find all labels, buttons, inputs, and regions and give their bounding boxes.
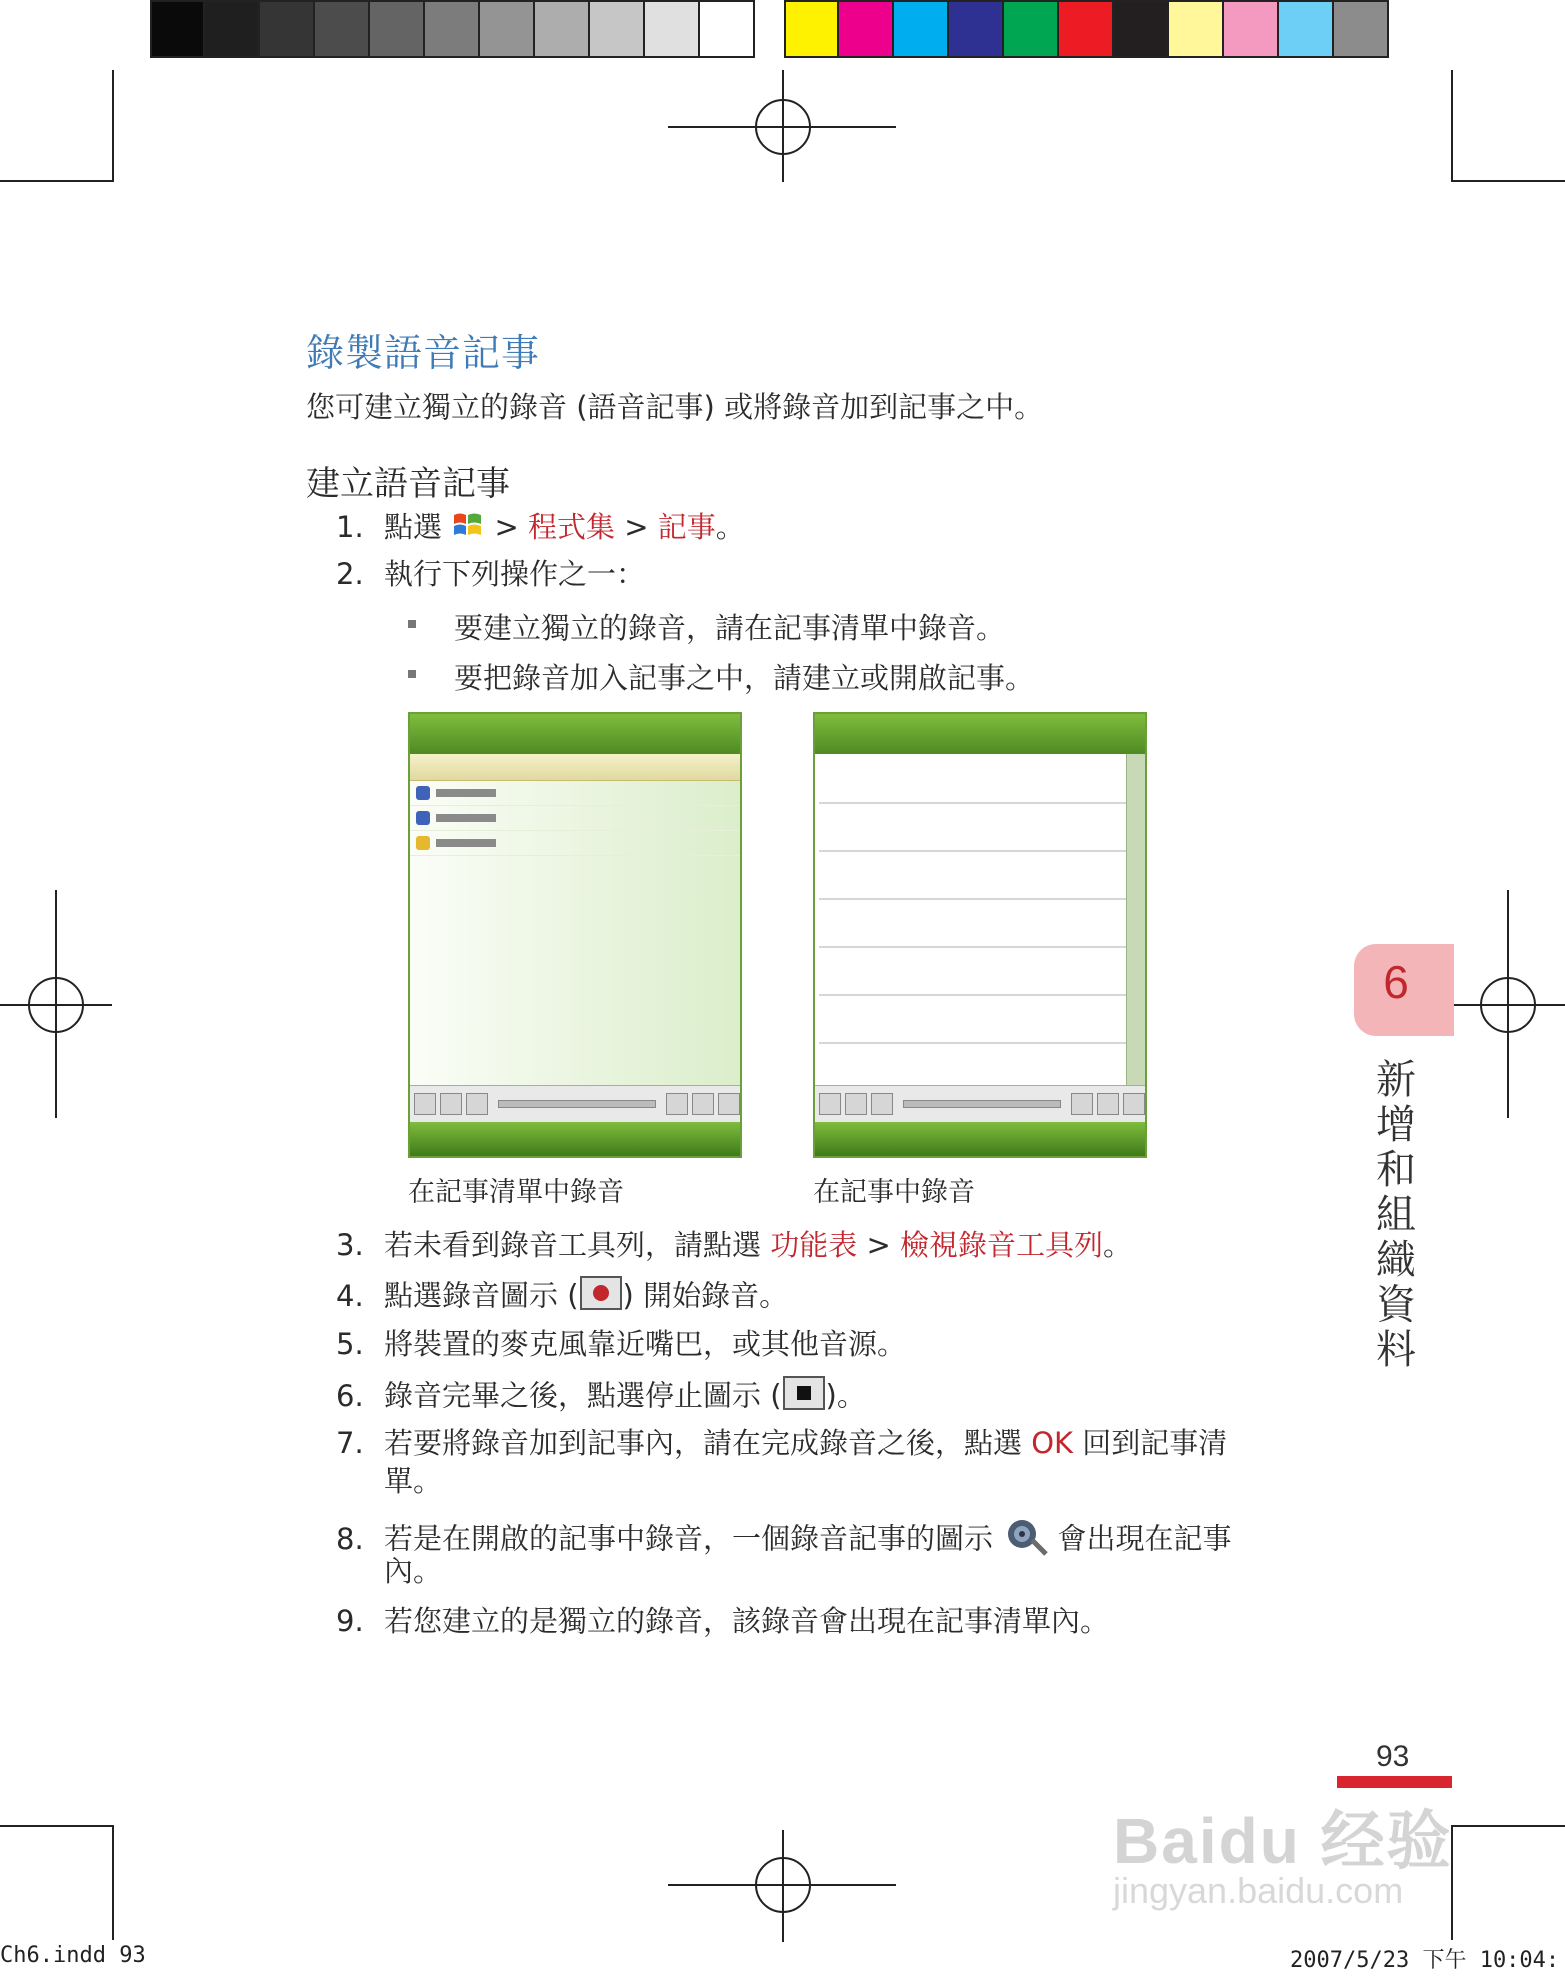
step-text: 。: [715, 510, 745, 544]
step-9: [336, 1602, 1109, 1640]
color-swatch: [1114, 0, 1169, 58]
step-text: 錄音完畢之後，點選停止圖示 (: [384, 1378, 782, 1413]
watermark-url: jingyan.baidu.com: [1113, 1870, 1404, 1911]
list-item: [410, 831, 740, 856]
ruled-line: [819, 802, 1127, 804]
grayscale-calibration-bar: [150, 0, 755, 58]
recording-toolbar: [815, 1085, 1145, 1122]
crop-mark: [1451, 180, 1565, 182]
color-swatch: [645, 0, 700, 58]
step-text: 。: [1103, 1228, 1133, 1262]
ruled-line: [819, 946, 1127, 948]
list-item: [410, 806, 740, 831]
step-number: 3.: [336, 1228, 364, 1262]
ruled-line: [819, 994, 1127, 996]
toolbar-button: [1071, 1093, 1093, 1115]
step-number: 8.: [336, 1521, 364, 1556]
voice-note-icon: [1002, 1514, 1048, 1567]
caption-right: 在記事中錄音: [813, 1177, 975, 1208]
color-swatch: [784, 0, 839, 58]
color-swatch: [535, 0, 590, 58]
step-text: 會出現在記事: [1057, 1521, 1232, 1556]
device-title-bar: [410, 714, 740, 754]
step-text: ) 開始錄音。: [622, 1278, 789, 1313]
chapter-number: 6: [1383, 956, 1409, 1008]
step-text: 點選: [384, 510, 443, 544]
toolbar-button: [666, 1093, 688, 1115]
step-number: 4.: [336, 1278, 364, 1313]
softkey-bar: [815, 1122, 1145, 1156]
page-number: 93: [1376, 1740, 1410, 1773]
color-swatch: [480, 0, 535, 58]
registration-mark-circle: [28, 977, 84, 1033]
list-header: [410, 754, 740, 781]
list-item-label: [436, 839, 496, 847]
step-text: 執行下列操作之一：: [384, 557, 646, 591]
toolbar-button: [718, 1093, 740, 1115]
crop-mark: [1451, 1825, 1565, 1827]
color-swatch: [1279, 0, 1334, 58]
slug-file-info: Ch6.indd 93: [0, 1943, 146, 1968]
registration-mark-circle: [755, 1857, 811, 1913]
section-intro: 您可建立獨立的錄音 (語音記事) 或將錄音加到記事之中。: [306, 390, 1044, 424]
step-text: 若未看到錄音工具列，請點選: [384, 1228, 762, 1262]
step-text: 若要將錄音加到記事內，請在完成錄音之後，點選: [384, 1426, 1023, 1460]
note-screenshot: [813, 712, 1147, 1158]
color-swatch: [839, 0, 894, 58]
step-7: [336, 1424, 1326, 1462]
stop-icon: [440, 1093, 462, 1115]
play-icon: [466, 1093, 488, 1115]
toolbar-button: [1097, 1093, 1119, 1115]
step-text: 內。: [384, 1554, 443, 1588]
step-separator: >: [494, 510, 519, 544]
crop-mark: [1451, 70, 1453, 182]
color-swatch: [700, 0, 755, 58]
voice-note-icon: [416, 811, 430, 825]
bullet-text: 要建立獨立的錄音，請在記事清單中錄音。: [454, 611, 1006, 645]
step-8: [336, 1514, 1231, 1567]
crop-mark: [0, 1825, 112, 1827]
step-7-continued: [336, 1462, 442, 1500]
step-number: 7.: [336, 1426, 364, 1460]
list-item: [410, 781, 740, 806]
color-calibration-bar: [784, 0, 1389, 58]
caption-left: 在記事清單中錄音: [408, 1177, 624, 1208]
watermark-logo: Baidu 经验: [1113, 1805, 1453, 1877]
volume-slider: [903, 1100, 1061, 1108]
color-swatch: [894, 0, 949, 58]
color-swatch: [1169, 0, 1224, 58]
bullet-item: [408, 606, 1005, 647]
ruled-line: [819, 898, 1127, 900]
stop-icon: [845, 1093, 867, 1115]
step-number: 1.: [336, 510, 364, 544]
crop-mark: [112, 70, 114, 182]
step-6: [336, 1375, 866, 1420]
note-icon: [416, 836, 430, 850]
bullet-marker: [408, 670, 416, 678]
chapter-title: 新增和組織資料: [1376, 1057, 1416, 1373]
step-2: [336, 555, 645, 593]
step-1: [336, 508, 745, 550]
recording-toolbar: [410, 1085, 740, 1122]
volume-slider: [498, 1100, 656, 1108]
record-icon: [819, 1093, 841, 1115]
step-text: 點選錄音圖示 (: [384, 1278, 579, 1313]
stop-icon: [782, 1375, 826, 1420]
step-4: [336, 1275, 788, 1320]
notes-list-screenshot: [408, 712, 742, 1158]
step-number: 5.: [336, 1327, 364, 1361]
toolbar-button: [692, 1093, 714, 1115]
step-number: 6.: [336, 1378, 364, 1413]
record-icon: [414, 1093, 436, 1115]
bullet-item: [408, 656, 1034, 697]
subsection-title: 建立語音記事: [306, 464, 510, 504]
step-3: [336, 1226, 1132, 1264]
step-text: 若是在開啟的記事中錄音，一個錄音記事的圖示: [384, 1521, 994, 1556]
notes-list: [410, 754, 740, 1086]
color-swatch: [1224, 0, 1279, 58]
color-swatch: [1334, 0, 1389, 58]
color-swatch: [150, 0, 205, 58]
list-item-label: [436, 789, 496, 797]
crop-mark: [112, 1825, 114, 1940]
view-recording-toolbar-link[interactable]: 檢視錄音工具列: [900, 1228, 1104, 1262]
step-text: 回到記事清: [1082, 1426, 1228, 1460]
color-swatch: [315, 0, 370, 58]
softkey-bar: [410, 1122, 740, 1156]
color-swatch: [260, 0, 315, 58]
play-icon: [871, 1093, 893, 1115]
step-8-continued: [336, 1552, 442, 1590]
page-number-bar: [1337, 1776, 1452, 1788]
step-text: 將裝置的麥克風靠近嘴巴，或其他音源。: [384, 1327, 907, 1361]
color-swatch: [370, 0, 425, 58]
list-item-label: [436, 814, 496, 822]
step-5: [336, 1325, 906, 1363]
step-text: 單。: [384, 1464, 443, 1498]
device-title-bar: [815, 714, 1145, 754]
programs-link[interactable]: 程式集: [527, 510, 615, 544]
section-title: 錄製語音記事: [306, 331, 541, 375]
bullet-marker: [408, 620, 416, 628]
menu-link[interactable]: 功能表: [770, 1228, 858, 1262]
ruled-line: [819, 1042, 1127, 1044]
step-separator: >: [624, 510, 649, 544]
windows-start-icon: [451, 509, 485, 550]
registration-mark-circle: [755, 99, 811, 155]
voice-note-icon: [416, 786, 430, 800]
ok-link[interactable]: OK: [1031, 1426, 1074, 1460]
color-swatch: [425, 0, 480, 58]
notes-link[interactable]: 記事: [657, 510, 716, 544]
color-swatch: [1059, 0, 1114, 58]
ruled-line: [819, 850, 1127, 852]
note-body: [815, 754, 1127, 1086]
color-swatch: [205, 0, 260, 58]
step-number: 9.: [336, 1604, 364, 1638]
scrollbar: [1126, 754, 1145, 1086]
record-icon: [579, 1275, 623, 1320]
step-text: 若您建立的是獨立的錄音，該錄音會出現在記事清單內。: [384, 1604, 1110, 1638]
color-swatch: [590, 0, 645, 58]
step-number: 2.: [336, 557, 364, 591]
step-separator: >: [866, 1228, 891, 1262]
color-swatch: [1004, 0, 1059, 58]
crop-mark: [0, 180, 112, 182]
step-text: )。: [825, 1378, 866, 1413]
toolbar-button: [1123, 1093, 1145, 1115]
bullet-text: 要把錄音加入記事之中，請建立或開啟記事。: [454, 661, 1035, 695]
slug-timestamp: 2007/5/23 下午 10:04:: [1290, 1948, 1560, 1973]
color-swatch: [949, 0, 1004, 58]
registration-mark-circle: [1480, 977, 1536, 1033]
